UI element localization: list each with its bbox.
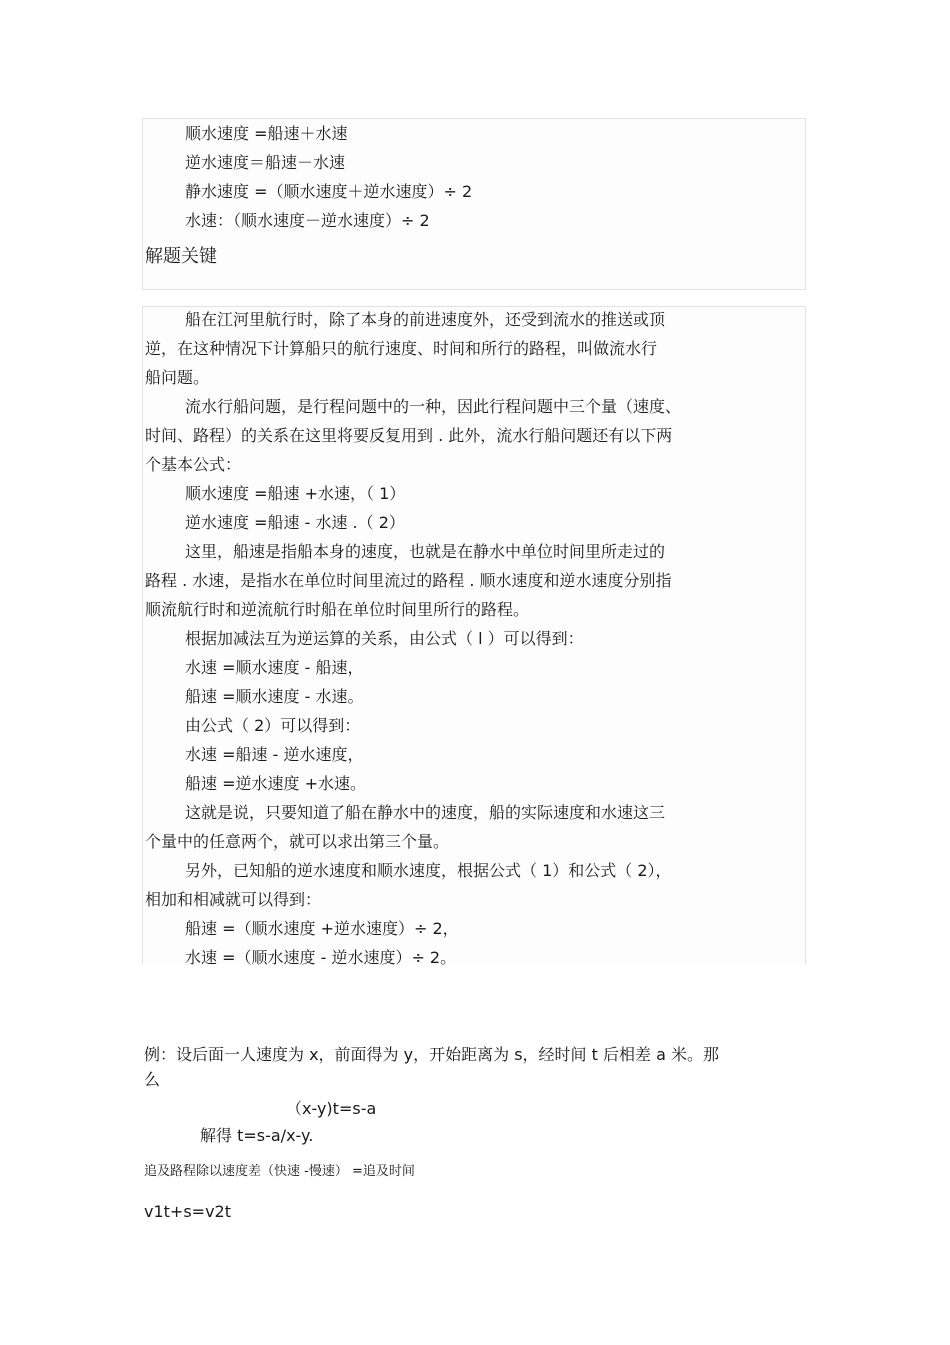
paragraph-line: 路程 . 水速，是指水在单位时间里流过的路程 . 顺水速度和逆水速度分别指 [145, 571, 672, 590]
paragraph-line: 个基本公式： [145, 455, 242, 474]
paragraph-line: 顺流航行时和逆流航行时船在单位时间里所行的路程。 [145, 600, 530, 619]
formula-line: 水速 =船速 - 逆水速度， [185, 745, 364, 764]
section-heading: 解题关键 [145, 246, 217, 267]
example-line: 例：设后面一人速度为 x，前面得为 y，开始距离为 s，经时间 t 后相差 a 米。那 [144, 1045, 719, 1064]
paragraph-line: 这里，船速是指船本身的速度，也就是在静水中单位时间里所走过的 [185, 542, 666, 561]
paragraph-line: 由公式（ 2）可以得到： [185, 716, 361, 735]
paragraph-line: 根据加减法互为逆运算的关系，由公式（ l ）可以得到： [185, 629, 584, 648]
formula-line: 顺水速度 =船速 +水速，（ 1） [185, 484, 406, 503]
formula-line: 水速 =顺水速度 - 船速， [185, 658, 364, 677]
example-solution: 解得 t=s-a/x-y. [200, 1126, 314, 1145]
explanation-box [142, 306, 806, 967]
formula-line: 水速 =（顺水速度 - 逆水速度）÷ 2。 [185, 948, 457, 967]
paragraph-line: 相加和相减就可以得到： [145, 890, 322, 909]
formula-upstream: 逆水速度＝船速－水速 [185, 153, 346, 172]
paragraph-line: 时间、路程）的关系在这里将要反复用到 . 此外，流水行船问题还有以下两 [145, 426, 673, 445]
paragraph-line: 这就是说，只要知道了船在静水中的速度，船的实际速度和水速这三 [185, 803, 666, 822]
formula-line: 船速 =（顺水速度 +逆水速度）÷ 2， [185, 919, 459, 938]
paragraph-line: 船问题。 [145, 368, 210, 387]
formula-line: 船速 =逆水速度 +水速。 [185, 774, 366, 793]
example-equation: （x-y)t=s-a [286, 1099, 377, 1118]
paragraph-line: 流水行船问题，是行程问题中的一种，因此行程问题中三个量（速度、 [185, 397, 682, 416]
formula-water-speed: 水速：（顺水速度－逆水速度）÷ 2 [185, 211, 430, 230]
paragraph-line: 个量中的任意两个，就可以求出第三个量。 [145, 832, 450, 851]
formula-downstream: 顺水速度 =船速＋水速 [185, 124, 348, 143]
chase-formula: v1t+s=v2t [144, 1202, 231, 1221]
paragraph-line: 逆，在这种情况下计算船只的航行速度、时间和所行的路程，叫做流水行 [145, 339, 658, 358]
formula-still-water: 静水速度 =（顺水速度＋逆水速度）÷ 2 [185, 182, 473, 201]
formula-line: 逆水速度 =船速 - 水速 .（ 2） [185, 513, 405, 532]
example-line-continued: 么 [144, 1070, 161, 1089]
formula-summary-box [142, 118, 806, 290]
paragraph-line: 另外，已知船的逆水速度和顺水速度，根据公式（ 1）和公式（ 2）， [185, 861, 672, 880]
paragraph-line: 船在江河里航行时，除了本身的前进速度外，还受到流水的推送或顶 [185, 310, 666, 329]
formula-line: 船速 =顺水速度 - 水速。 [185, 687, 364, 706]
chase-time-note: 追及路程除以速度差（快速 -慢速） =追及时间 [144, 1164, 415, 1179]
